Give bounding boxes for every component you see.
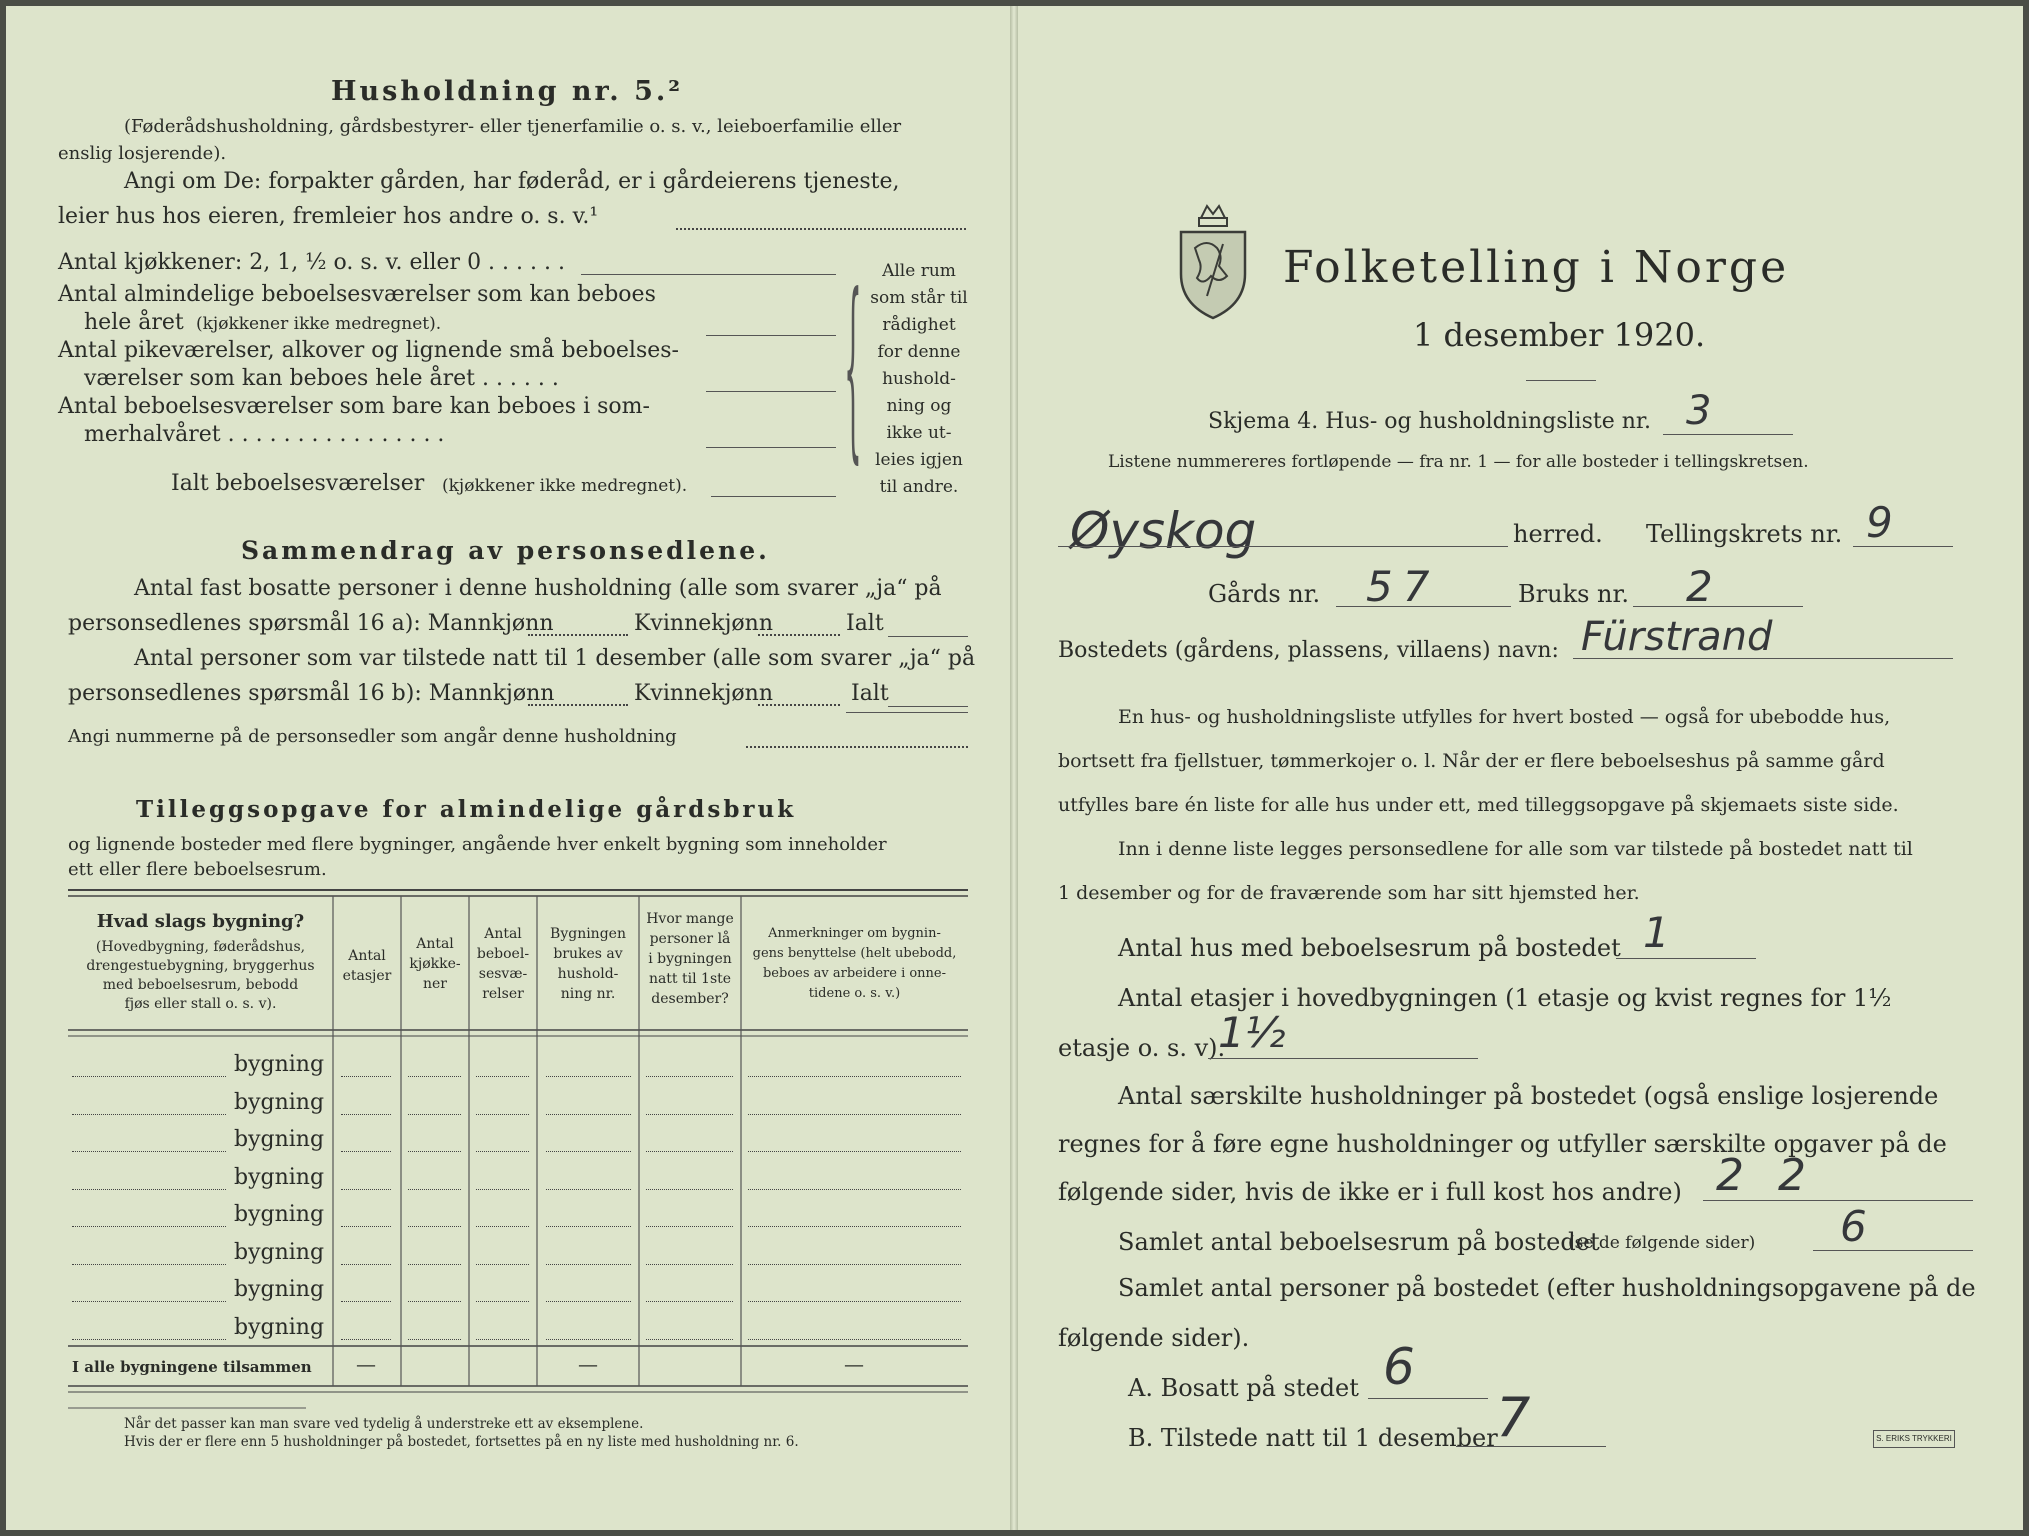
col-anmerkninger-line: Anmerkninger om bygnin-: [768, 926, 941, 941]
col-kjokkener-line: kjøkke-: [409, 956, 461, 972]
col-etasjer-line: Antal: [348, 948, 386, 964]
building-row-label: bygning: [234, 1239, 325, 1265]
angi-line-1: Angi om De: forpakter gården, har føderåd, er i gårdeierens tjeneste,: [124, 169, 900, 194]
col-building-sub: [68, 938, 333, 1014]
krets-label: Tellingskrets nr.: [1646, 520, 1843, 548]
building-row-label: bygning: [234, 1052, 325, 1077]
building-row-label: bygning: [234, 1164, 325, 1190]
building-row-label: bygning: [234, 1127, 325, 1152]
sammendrag-ialt-2: Ialt: [851, 681, 889, 706]
bruks-label: Bruks nr.: [1518, 580, 1629, 608]
col-husholdning-nr: [537, 924, 639, 1004]
sammendrag-p1b: personsedlenes spørsmål 16 a): Mannkjønn: [68, 611, 554, 636]
rooms-som-2: merhalvåret . . . . . . . . . . . . . . . .: [84, 422, 445, 447]
col-anmerkninger-line: gens benyttelse (helt ubebodd,: [752, 946, 957, 961]
col-beboelsesvaerelser: [469, 924, 537, 1004]
brace-note-line: hushold-: [882, 369, 956, 389]
left-page: Husholdning nr. 5.² (Føderådshusholdning, gårdsbestyrer- eller tjenerfamilie o. s. v., leieboerfamilie eller enslig losjerende). Angi om De: forpakter gården, har føderåd, er i gårdeierens tjeneste, leier hus hos eieren, fremleier hos andre o. s. v.¹ Antal kjøkkener: 2, 1, ½ o. s. v. eller 0 . . . . . . Antal almindelige beboelsesværelser som kan beboes hele året (kjøkkener ikke medregnet). Antal pikeværelser, alkover og lignende små beboelses- værelser som kan beboes hele året . . . . . . Antal beboelsesværelser som bare kan beboes i som- merhalvåret . . . . . . . . . . . . . . . . Ialt beboelsesværelser (kjøkkener ikke medregnet). { Alle rum som står til rådighet for denne hushold- ning og ikke ut- leies igjen til andre. Sammendrag av personsedlene. Antal fast bosatte personer i denne husholdning (alle som svarer „ja“ på personsedlenes spørsmål 16 a): Mannkjønn Kvinnekjønn Ialt Antal personer som var tilstede natt til 1 desember (alle som svarer „ja“ på personsedlenes spørsmål 16 b): Mannkjønn Kvinnekjønn Ialt Angi nummerne på de personsedler som angår denne husholdning Tilleggsopgave for almindelige gårdsbruk og lignende bosteder med flere bygninger, angående hver enkelt bygning som inneholder ett eller flere beboelsesrum. Hvad slags bygning? (Hovedbygning, føderådshus, drengestuebygning, bryggerhus med beboelsesrum, bebodd fjøs eller stall o. s. v). Antal etasjer Antal kjøkke- ner Antal beboel- sesvæ- relser Bygningen brukes av hushold- ning nr. Hvor mange personer lå i bygningen natt til 1ste desember? Anmerkninger om bygnin- gens benyttelse (helt ubebodd, beboes av arbeidere i onne- tidene o. s. v.) bygning bygning bygning bygning bygning bygning bygning bygning I alle bygningene tilsammen — — — Når det passer kan man svare ved tydelig å understreke ett av eksemplene. Hvis der er flere enn 5 husholdninger på bostedet, fortsettes på en ny liste med husholdning nr. 6.: [6, 6, 1010, 1530]
sammendrag-p1a: Antal fast bosatte personer i denne husholdning (alle som svarer „ja“ på: [134, 576, 942, 601]
col-kjokkener-line: ner: [423, 976, 447, 992]
total-dash-etasjer: —: [356, 1352, 376, 1376]
col-husholdning-nr-line: ning nr.: [560, 986, 616, 1002]
col-building-sub-line: fjøs eller stall o. s. v).: [124, 996, 277, 1012]
col-personer-line: i bygningen: [648, 951, 732, 967]
bruks-nr: 2: [1686, 562, 1713, 611]
samlet-pers-2: følgende sider).: [1058, 1324, 1250, 1352]
building-row-label: bygning: [234, 1277, 325, 1302]
bosatt-label: A. Bosatt på stedet: [1128, 1374, 1359, 1402]
sammendrag-kvinne-1: Kvinnekjønn: [634, 611, 773, 636]
samlet-pers-1: Samlet antal personer på bostedet (efter husholdningsopgavene på de: [1118, 1274, 1976, 1302]
bosatt-val: 6: [1383, 1338, 1415, 1396]
household-title: Husholdning nr. 5.²: [331, 76, 684, 107]
hus-label: Antal hus med beboelsesrum på bostedet: [1118, 934, 1621, 962]
sammendrag-p2a: Antal personer som var tilstede natt til 1 desember (alle som svarer „ja“ på: [134, 646, 976, 671]
col-husholdning-nr-line: hushold-: [557, 966, 619, 982]
hush-line-2: regnes for å føre egne husholdninger og utfyller særskilte opgaver på de: [1058, 1130, 1947, 1158]
building-row-label: bygning: [234, 1314, 325, 1340]
census-title: Folketelling i Norge: [1283, 242, 1790, 293]
total-label: I alle bygningene tilsammen: [72, 1358, 312, 1376]
rooms-pike-1: Antal pikeværelser, alkover og lignende små beboelses-: [58, 338, 679, 363]
info-1: En hus- og husholdningsliste utfylles for hvert bosted — også for ubebodde hus,: [1118, 706, 1891, 728]
herred-hand: Øyskog: [1070, 502, 1257, 560]
etasjer-line-1: Antal etasjer i hovedbygningen (1 etasje og kvist regnes for 1½: [1118, 984, 1892, 1012]
etasjer-val: 1½: [1218, 1008, 1286, 1057]
info-3: utfylles bare én liste for alle hus under ett, med tilleggsopgave på skjemaets siste side.: [1058, 794, 1899, 816]
sammendrag-ialt-1: Ialt: [846, 611, 884, 636]
rooms-ialt: Ialt beboelsesværelser: [171, 471, 425, 496]
col-personer-line: personer lå: [649, 931, 731, 947]
col-anmerkninger: [741, 924, 968, 1004]
col-anmerkninger-line: beboes av arbeidere i onne-: [762, 966, 947, 981]
col-personer-line: natt til 1ste: [648, 971, 732, 987]
footnote-1: Når det passer kan man svare ved tydelig å understreke ett av eksemplene.: [124, 1416, 644, 1432]
hush-val: 2 2: [1716, 1150, 1816, 1201]
tilstede-val: 7: [1496, 1386, 1531, 1449]
col-building-sub-line: (Hovedbygning, føderådshus,: [95, 939, 306, 955]
rooms-alm-2: hele året: [84, 310, 184, 335]
sammendrag-p2b: personsedlenes spørsmål 16 b): Mannkjønn: [68, 681, 555, 706]
tilstede-label: B. Tilstede natt til 1 desember: [1128, 1424, 1498, 1452]
sammendrag-title: Sammendrag av personsedlene.: [241, 536, 770, 565]
col-husholdning-nr-line: brukes av: [553, 946, 623, 962]
bosted-label: Bostedets (gårdens, plassens, villaens) navn:: [1058, 638, 1559, 663]
listene-note: Listene nummereres fortløpende — fra nr. 1 — for alle bosteder i tellingskretsen.: [1108, 452, 1809, 472]
col-etasjer: [333, 946, 401, 986]
col-building-sub-line: drengestuebygning, bryggerhus: [86, 958, 315, 974]
sammendrag-kvinne-2: Kvinnekjønn: [634, 681, 773, 706]
rooms-pike-2: værelser som kan beboes hele året . . . . . .: [84, 366, 559, 391]
coat-of-arms-icon: [1173, 204, 1253, 320]
col-beboelsesvaerelser-line: sesvæ-: [478, 966, 528, 982]
samlet-rum-note: (se de følgende sider): [1568, 1233, 1756, 1253]
footnote-2: Hvis der er flere enn 5 husholdninger på bostedet, fortsettes på en ny liste med husholdning nr. 6.: [124, 1434, 799, 1450]
brace-note-line: som står til: [870, 288, 968, 308]
col-building-sub-line: med beboelsesrum, bebodd: [102, 977, 299, 993]
col-kjokkener-line: Antal: [416, 936, 454, 952]
col-beboelsesvaerelser-line: beboel-: [476, 946, 530, 962]
tillegg-sub-1: og lignende bosteder med flere bygninger, angående hver enkelt bygning som inneholder: [68, 834, 887, 855]
angi-line-2: leier hus hos eieren, fremleier hos andre o. s. v.¹: [58, 204, 599, 229]
samlet-rum-val: 6: [1840, 1202, 1867, 1251]
samlet-rum-label: Samlet antal beboelsesrum på bostedet: [1118, 1228, 1600, 1256]
hush-line-1: Antal særskilte husholdninger på bostedet (også enslige losjerende: [1118, 1082, 1939, 1110]
total-dash-anm: —: [844, 1352, 864, 1376]
brace-note-line: Alle rum: [882, 261, 956, 281]
col-beboelsesvaerelser-line: relser: [482, 986, 524, 1002]
brace-note-line: leies igjen: [875, 450, 963, 470]
rooms-alm-2-note: (kjøkkener ikke medregnet).: [196, 314, 442, 334]
hush-line-3: følgende sider, hvis de ikke er i full kost hos andre): [1058, 1178, 1682, 1206]
total-dash-hush: —: [578, 1352, 598, 1376]
brace-note-line: for denne: [877, 342, 961, 362]
brace-note-line: rådighet: [882, 315, 956, 335]
brace-note-line: ikke ut-: [886, 423, 952, 443]
intro-line-2: enslig losjerende).: [58, 143, 227, 164]
building-row-label: bygning: [234, 1089, 325, 1115]
col-anmerkninger-line: tidene o. s. v.): [808, 986, 901, 1001]
tillegg-title: Tilleggsopgave for almindelige gårdsbruk: [136, 796, 797, 823]
building-row-label: bygning: [234, 1202, 325, 1227]
census-sheet: [6, 6, 2023, 1530]
col-building-title: Hvad slags bygning?: [96, 911, 305, 932]
tillegg-sub-2: ett eller flere beboelsesrum.: [68, 859, 327, 880]
col-personer-line: desember?: [651, 991, 729, 1007]
brace-note-line: til andre.: [879, 477, 959, 497]
info-4: Inn i denne liste legges personsedlene for alle som var tilstede på bostedet natt til: [1118, 838, 1913, 860]
bosted-hand: Fürstrand: [1581, 614, 1773, 660]
brace-note-line: ning og: [886, 396, 952, 416]
krets-nr: 9: [1866, 498, 1893, 547]
col-husholdning-nr-line: Bygningen: [550, 926, 626, 942]
sammendrag-angi: Angi nummerne på de personsedler som angår denne husholdning: [68, 726, 677, 747]
hus-val: 1: [1643, 908, 1670, 957]
gards-label: Gårds nr.: [1208, 580, 1321, 608]
census-date: 1 desember 1920.: [1413, 316, 1706, 354]
col-kjokkener: [401, 934, 469, 994]
right-page: [1018, 6, 2023, 1530]
gards-nr: 57: [1366, 562, 1440, 611]
skjema-label: Skjema 4. Hus- og husholdningsliste nr.: [1208, 409, 1651, 434]
col-beboelsesvaerelser-line: Antal: [484, 926, 522, 942]
rooms-som-1: Antal beboelsesværelser som bare kan beboes i som-: [58, 394, 650, 419]
info-2: bortsett fra fjellstuer, tømmerkojer o. l. Når der er flere beboelseshus på samme gård: [1058, 750, 1885, 772]
etasjer-line-2: etasje o. s. v).: [1058, 1034, 1226, 1062]
rooms-alm-1: Antal almindelige beboelsesværelser som kan beboes: [58, 282, 656, 307]
page-fold: [1010, 6, 1018, 1530]
printer-stamp: S. ERIKS TRYKKERI: [1873, 1430, 1955, 1448]
intro-line-1: (Føderådshusholdning, gårdsbestyrer- eller tjenerfamilie o. s. v., leieboerfamilie eller: [124, 116, 902, 137]
skjema-nr: 3: [1686, 388, 1712, 434]
col-personer-line: Hvor mange: [646, 911, 734, 927]
col-personer: [639, 909, 741, 1009]
rooms-kjokkener: Antal kjøkkener: 2, 1, ½ o. s. v. eller 0 . . . . . .: [58, 250, 565, 275]
info-5: 1 desember og for de fraværende som har sitt hjemsted her.: [1058, 882, 1640, 904]
col-etasjer-line: etasjer: [342, 968, 392, 984]
herred-label: herred.: [1513, 520, 1603, 548]
rooms-ialt-note: (kjøkkener ikke medregnet).: [442, 476, 688, 496]
